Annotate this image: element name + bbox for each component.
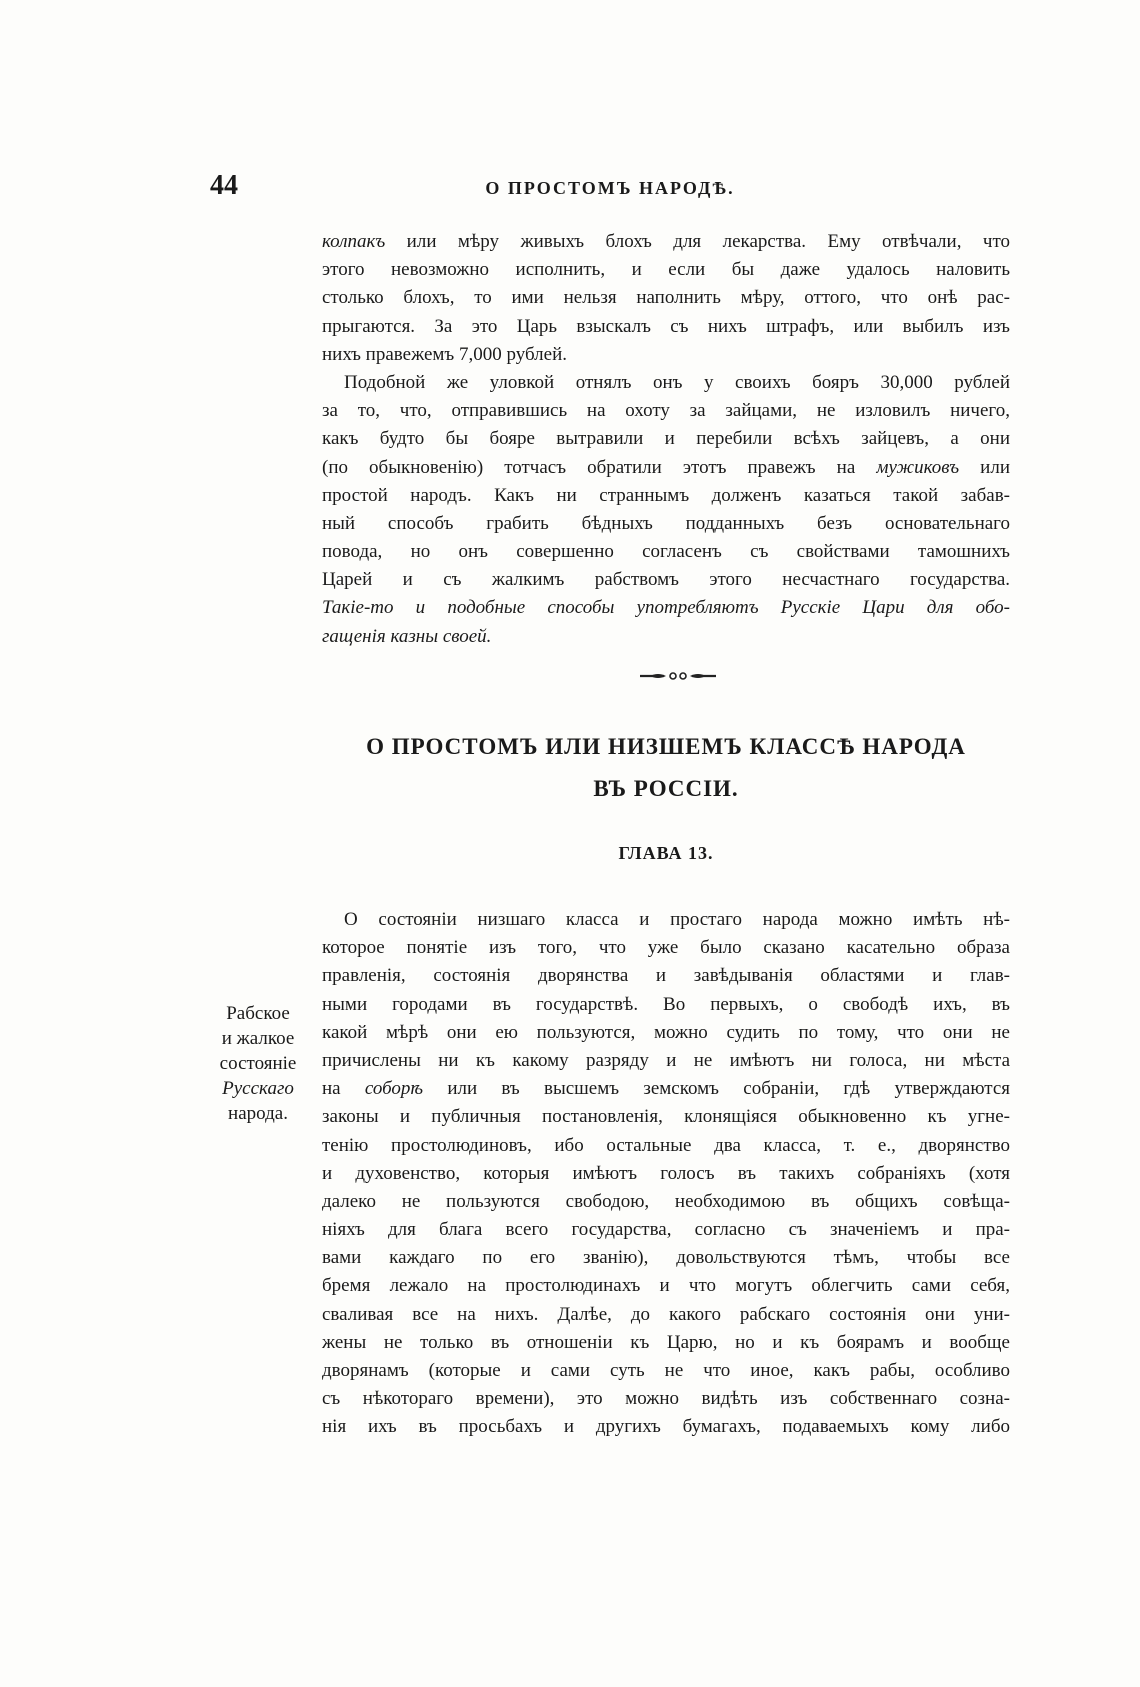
paragraph-line: [322, 1216, 1010, 1244]
paragraph-line: [322, 256, 1010, 284]
text-run: тенію простолюдиновъ, ибо остальные два класса, т. е., дворянство: [322, 1134, 1010, 1156]
paragraph-line: [322, 1301, 1010, 1329]
italic-text: Такіе-то и подобные способы употребляютъ Русскіе Цари для обо-: [322, 597, 1010, 619]
text-run: которое понятіе изъ того, что уже было сказано касательно образа: [322, 937, 1010, 959]
text-run: Царей и съ жалкимъ рабствомъ этого несчастнаго государства.: [322, 569, 1010, 591]
text-run: далеко не пользуются свободою, необходимою въ общихъ совѣща-: [322, 1190, 1010, 1212]
page-number: 44: [210, 170, 238, 201]
text-run: или въ высшемъ земскомъ собраніи, гдѣ утверждаются: [423, 1078, 1010, 1100]
text-run: этого невозможно исполнить, и если бы даже удалось наловить: [322, 259, 1010, 281]
text-run: на: [322, 1078, 365, 1100]
italic-text: гащенія казны своей.: [322, 625, 492, 647]
paragraph-2-line: [322, 369, 1010, 397]
paragraph-2-line: [322, 397, 1010, 425]
paragraph-1: [322, 228, 1010, 651]
text-run: Подобной же уловкой отнялъ онъ у своихъ бояръ 30,000 рублей: [344, 371, 1010, 393]
text-run: и жалкое: [221, 1028, 295, 1049]
text-run: прыгаются. За это Царь взыскалъ съ нихъ штрафъ, или выбилъ изъ: [322, 315, 1010, 337]
paragraph-line: [322, 906, 1010, 934]
text-run: законы и публичныя постановленія, клонящіяся обыкновенно къ угне-: [322, 1106, 1010, 1128]
paragraph-line: [322, 284, 1010, 312]
paragraph-line: [322, 934, 1010, 962]
paragraph-line: [322, 1160, 1010, 1188]
text-run: нія ихъ въ просьбахъ и другихъ бумагахъ, подаваемыхъ кому либо: [322, 1416, 1010, 1438]
paragraph-2-line: [322, 425, 1010, 453]
paragraph-line: [322, 1075, 1010, 1103]
text-run: сваливая все на нихъ. Далѣе, до какого рабскаго состоянія они уни-: [322, 1303, 1010, 1325]
paragraph-line: [322, 1272, 1010, 1300]
paragraph-3: [322, 906, 1010, 1442]
text-run: бремя лежало на простолюдинахъ и что могутъ облегчить сами себя,: [322, 1275, 1010, 1297]
paragraph-line: [322, 991, 1010, 1019]
text-run: ніяхъ для блага всего государства, согласно съ значеніемъ и пра-: [322, 1219, 1010, 1241]
paragraph-line: [322, 1385, 1010, 1413]
text-run: вами каждаго по его званію), довольствуются тѣмъ, чтобы все: [322, 1247, 1010, 1269]
running-header: [210, 170, 1010, 206]
paragraph-line: [322, 341, 1010, 369]
paragraph-2-line: [322, 454, 1010, 482]
italic-text: колпакъ: [322, 231, 386, 252]
paragraph-2-line: [322, 594, 1010, 622]
paragraph-line: [322, 1329, 1010, 1357]
text-run: нихъ правежемъ 7,000 рублей.: [322, 343, 568, 365]
italic-text: Русскаго: [222, 1078, 294, 1099]
text-run: простой народъ. Какъ ни страннымъ долженъ казаться такой забав-: [322, 484, 1010, 506]
paragraph-2-line: [322, 538, 1010, 566]
text-run: Рабское: [226, 1003, 290, 1024]
text-run: правленія, состоянія дворянства и завѣдыванія областями и глав-: [322, 965, 1010, 987]
text-run: съ нѣкотораго времени), это можно видѣть изъ собственнаго созна-: [322, 1388, 1010, 1410]
text-run: и духовенство, которыя имѣютъ голосъ въ такихъ собраніяхъ (хотя: [322, 1162, 1010, 1184]
text-run: столько блохъ, то ими нельзя наполнить мѣру, оттого, что онѣ рас-: [322, 287, 1010, 309]
text-run: причислены ни къ какому разряду и не имѣютъ ни голоса, ни мѣста: [322, 1049, 1010, 1071]
text-run: дворянамъ (которые и сами суть не что иное, какъ рабы, особливо: [322, 1360, 1010, 1381]
section-title: О ПРОСТОМЪ ИЛИ НИЗШЕМЪ КЛАССѢ НАРОДА: [366, 734, 966, 759]
text-run: за то, что, отправившись на охоту за зайцами, не изловилъ ничего,: [322, 400, 1010, 422]
text-run: жены не только въ отношеніи къ Царю, но и къ боярамъ и вообще: [322, 1331, 1010, 1353]
paragraph-2-line: [322, 623, 1010, 651]
paragraph-line: [322, 1413, 1010, 1441]
paragraph-2-line: [322, 566, 1010, 594]
chapter-heading: ГЛАВА 13.: [618, 843, 714, 863]
paragraph-line: [322, 1188, 1010, 1216]
margin-note-line: [210, 1001, 306, 1026]
paragraph-line: [322, 313, 1010, 341]
margin-note-line: [210, 1101, 306, 1126]
text-run: или: [959, 456, 1010, 478]
text-run: состояніе: [219, 1053, 297, 1074]
margin-note-line: [210, 1051, 306, 1076]
margin-note: [210, 1001, 306, 1126]
text-run: ный способъ грабить бѣдныхъ подданныхъ безъ основательнаго: [322, 512, 1010, 534]
section-title-continued: ВЪ РОССІИ.: [593, 776, 739, 801]
paragraph-line: [322, 228, 1010, 256]
paragraph-line: [322, 1357, 1010, 1385]
margin-note-line: [210, 1026, 306, 1051]
paragraph-line: [322, 1047, 1010, 1075]
paragraph-line: [322, 1132, 1010, 1160]
ornamental-divider: [640, 670, 716, 682]
paragraph-line: [322, 1103, 1010, 1131]
paragraph-2-line: [322, 482, 1010, 510]
text-run: (по обыкновенію) тотчасъ обратили этотъ правежъ на: [322, 456, 877, 478]
text-run: народа.: [228, 1103, 288, 1124]
text-run: повода, но онъ совершенно согласенъ съ свойствами тамошнихъ: [322, 541, 1010, 563]
text-run: какой мѣрѣ они ею пользуются, можно судить по тому, что они не: [322, 1021, 1010, 1043]
italic-text: соборѣ: [364, 1078, 424, 1100]
text-run: или мѣру живыхъ блохъ для лекарства. Ему отвѣчали, что: [385, 231, 1010, 252]
paragraph-line: [322, 1244, 1010, 1272]
text-run: ными городами въ государствѣ. Во первыхъ, о свободѣ ихъ, въ: [322, 993, 1010, 1015]
running-title: О ПРОСТОМЪ НАРОДѢ.: [485, 178, 735, 198]
margin-note-line: [210, 1076, 306, 1101]
paragraph-line: [322, 962, 1010, 990]
italic-text: мужиковъ: [876, 456, 960, 478]
text-run: какъ будто бы бояре вытравили и перебили всѣхъ зайцевъ, а они: [322, 428, 1010, 450]
paragraph-line: [322, 1019, 1010, 1047]
text-run: О состояніи низшаго класса и простаго народа можно имѣть нѣ-: [344, 909, 1010, 930]
paragraph-2-line: [322, 510, 1010, 538]
